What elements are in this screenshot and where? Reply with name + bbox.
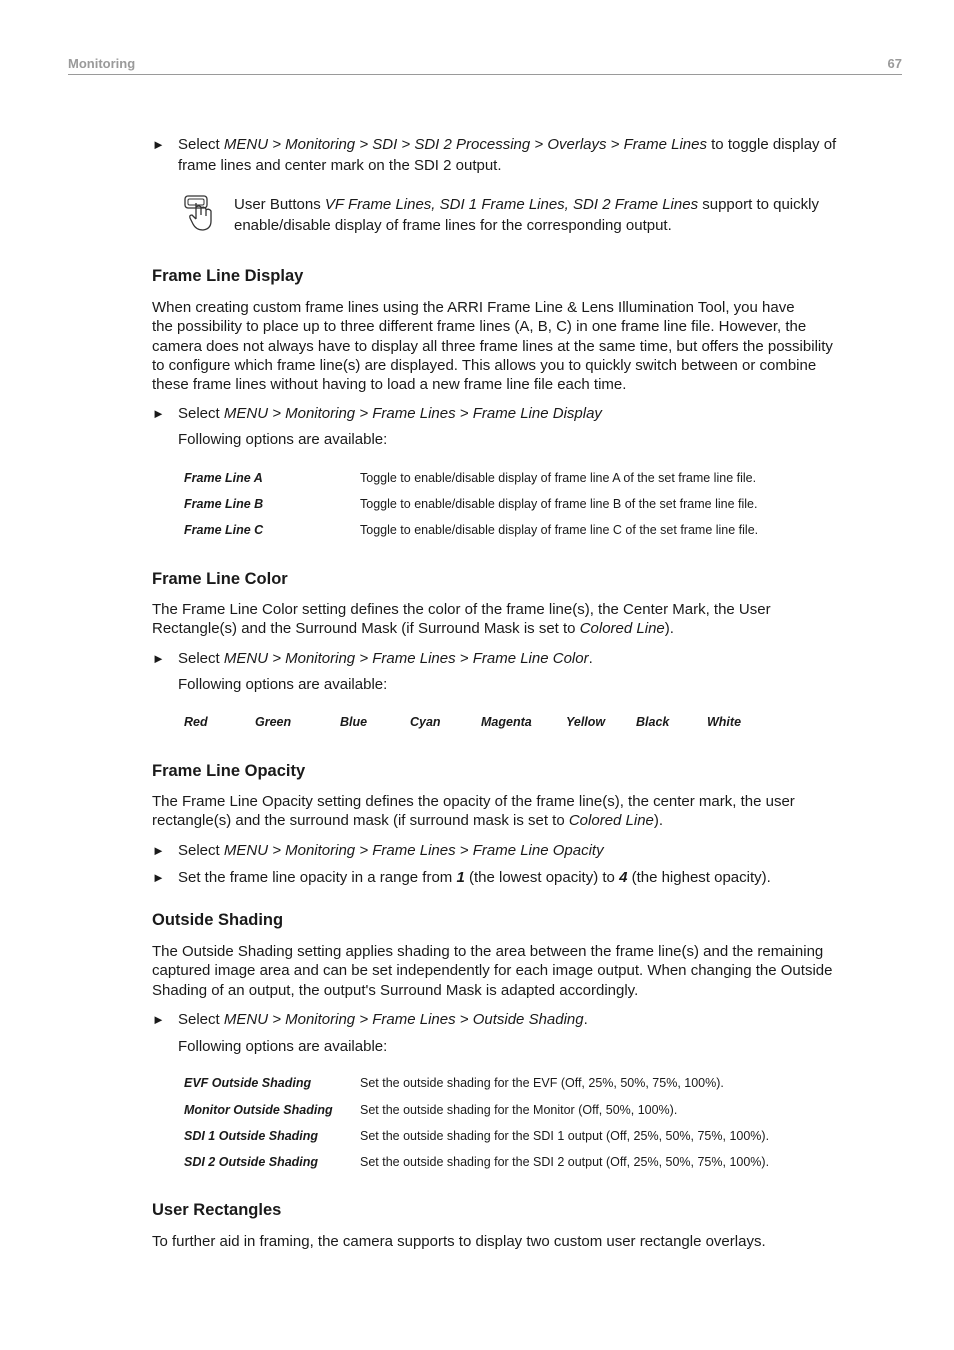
bullet-arrow-icon: ► xyxy=(152,651,165,666)
frame-line-display-paragraph: When creating custom frame lines using the ARRI Frame Line & Lens Illumination Tool, you have the possibility to place up to three different frame lines (A, B, C) in one frame line file. However, the camera does not always have to display all three frame lines at the same time, but offers the possibility to configure which frame line(s) are displayed. This allows you to quickly switch between or combine these frame lines without having to load a new frame line file each time. xyxy=(152,299,833,394)
menu-path: MENU > Monitoring > Frame Lines > Frame Line Display xyxy=(223,405,602,422)
color-option: White xyxy=(707,715,742,729)
table-row: Frame Line B Toggle to enable/disable display of frame line B of the set frame line file. xyxy=(184,497,758,511)
frame-line-opacity-step-2: ► Set the frame line opacity in a range from 1 (the lowest opacity) to 4 (the highest opacity). xyxy=(152,869,771,886)
options-intro: Following options are available: xyxy=(178,676,388,693)
bullet-arrow-icon: ► xyxy=(152,870,165,885)
menu-path: MENU > Monitoring > SDI > SDI 2 Processing > Overlays > Frame Lines xyxy=(223,136,707,153)
bullet-arrow-icon: ► xyxy=(152,843,165,858)
menu-path: MENU > Monitoring > Frame Lines > Frame Line Color xyxy=(223,650,589,667)
page-header xyxy=(68,56,902,75)
table-row: SDI 1 Outside Shading Set the outside shading for the SDI 1 output (Off, 25%, 50%, 75%, 100%). xyxy=(184,1129,770,1143)
page-number: 67 xyxy=(887,56,902,71)
menu-path: MENU > Monitoring > Frame Lines > Outside Shading xyxy=(223,1011,584,1028)
frame-line-opacity-paragraph: The Frame Line Opacity setting defines the opacity of the frame line(s), the center mark, the user rectangle(s) and the surround mask (if surround mask is set to Colored Line). xyxy=(152,793,795,830)
options-intro: Following options are available: xyxy=(178,1038,388,1055)
table-row: Frame Line C Toggle to enable/disable display of frame line C of the set frame line file. xyxy=(184,523,759,537)
menu-path: MENU > Monitoring > Frame Lines > Frame Line Opacity xyxy=(223,842,604,859)
table-row: EVF Outside Shading Set the outside shading for the EVF (Off, 25%, 50%, 75%, 100%). xyxy=(184,1076,724,1090)
user-rectangles-paragraph: To further aid in framing, the camera supports to display two custom user rectangle overlays. xyxy=(152,1233,766,1250)
color-option: Black xyxy=(636,715,670,729)
color-options-list xyxy=(184,715,824,733)
heading-frame-line-opacity: Frame Line Opacity xyxy=(152,762,306,780)
outside-shading-step: ► Select MENU > Monitoring > Frame Lines > Outside Shading. xyxy=(152,1011,588,1028)
table-row: Monitor Outside Shading Set the outside shading for the Monitor (Off, 50%, 100%). xyxy=(184,1103,678,1117)
color-option: Blue xyxy=(340,715,368,729)
heading-frame-line-display: Frame Line Display xyxy=(152,267,304,285)
outside-shading-paragraph: The Outside Shading setting applies shading to the area between the frame line(s) and the remaining captured image area and can be set independently for each image output. When changing the Outside Shading of an output, the output's Surround Mask is adapted accordingly. xyxy=(152,943,833,999)
color-option: Yellow xyxy=(566,715,606,729)
frame-line-opacity-step-1: ► Select MENU > Monitoring > Frame Lines > Frame Line Opacity xyxy=(152,842,604,859)
options-intro: Following options are available: xyxy=(178,431,388,448)
frame-line-display-step: ► Select MENU > Monitoring > Frame Lines > Frame Line Display xyxy=(152,405,602,422)
bullet-arrow-icon: ► xyxy=(152,406,165,421)
color-option: Magenta xyxy=(481,715,532,729)
color-option: Cyan xyxy=(410,715,441,729)
user-buttons-note: User Buttons VF Frame Lines, SDI 1 Frame Lines, SDI 2 Frame Lines support to quickly enable/disable display of frame lines for the corresponding output. xyxy=(234,196,819,234)
frame-line-color-step: ► Select MENU > Monitoring > Frame Lines > Frame Line Color. xyxy=(152,650,593,667)
hand-pointer-icon xyxy=(182,193,218,233)
table-row: SDI 2 Outside Shading Set the outside shading for the SDI 2 output (Off, 25%, 50%, 75%, 100%). xyxy=(184,1155,770,1169)
heading-user-rectangles: User Rectangles xyxy=(152,1201,282,1219)
header-section-title: Monitoring xyxy=(68,56,136,71)
table-row: Frame Line A Toggle to enable/disable display of frame line A of the set frame line file. xyxy=(184,471,757,485)
heading-outside-shading: Outside Shading xyxy=(152,911,284,929)
color-option: Green xyxy=(255,715,292,729)
frame-line-color-paragraph: The Frame Line Color setting defines the color of the frame line(s), the Center Mark, the User Rectangle(s) and the Surround Mask (if Surround Mask is set to Colored Line). xyxy=(152,601,771,638)
heading-frame-line-color: Frame Line Color xyxy=(152,570,288,588)
bullet-arrow-icon: ► xyxy=(152,137,165,152)
bullet-arrow-icon: ► xyxy=(152,1012,165,1027)
intro-step: ► Select MENU > Monitoring > SDI > SDI 2 Processing > Overlays > Frame Lines to toggle display of frame lines and center mark on the SDI 2 output. xyxy=(152,136,837,174)
color-option: Red xyxy=(184,715,208,729)
